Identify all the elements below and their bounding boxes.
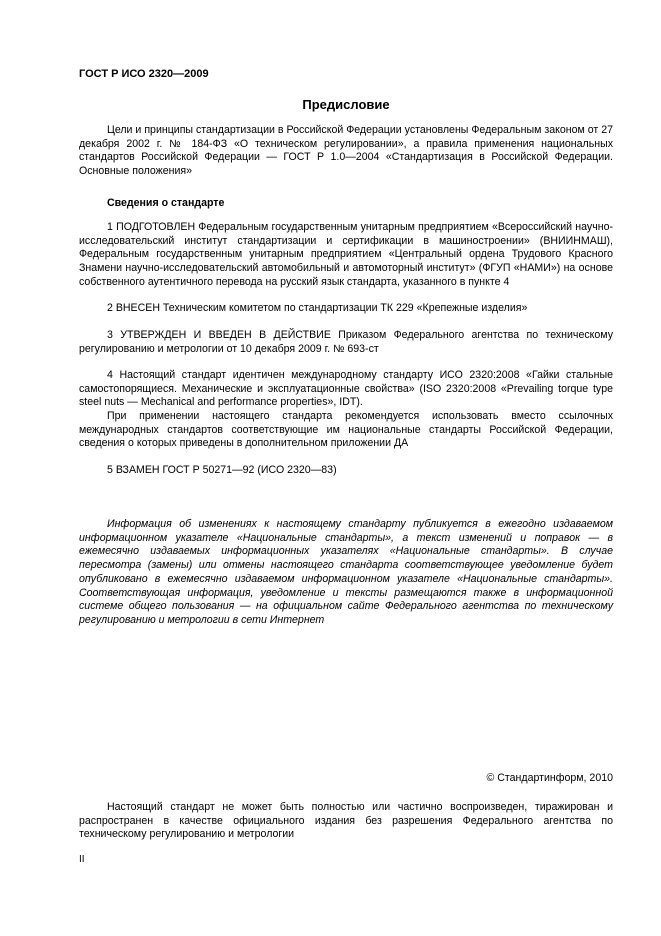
copyright: © Стандартинформ, 2010 (486, 772, 613, 784)
about-item-1: 1 ПОДГОТОВЛЕН Федеральным государственным унитарным предприятием «Всероссийский научно-исследовательский институт стандартизации и сертификации в машиностроении» (ВНИИНМАШ), Федеральным государственным унитарным предприятием «Центральный ордена Трудового Красного Знамени научно-исследовательский автомобильный и автомоторный институт» (ФГУП «НАМИ») на основе собственного аутентичного перевода на русский язык стандарта, указанного в пункте 4 (79, 221, 613, 288)
about-heading: Сведения о стандарте (107, 197, 225, 209)
notice-text: Информация об изменениях к настоящему стандарту публикуется в ежегодно издаваемом информационном указателе «Национальные стандарты», а текст изменений и поправок — в ежемесячно издаваемых информационных указателях «Национальные стандарты». В случае пересмотра (замены) или отмены настоящего стандарта соответствующее уведомление будет опубликовано в ежемесячно издаваемом информационном указателе «Национальные стандарты». Соответствующая информация, уведомление и тексты размещаются также в информационной системе общего пользования — на официальном сайте Федерального агентства по техническому регулированию и метрологии в сети Интернет (79, 518, 613, 626)
about-item-4: 4 Настоящий стандарт идентичен международному стандарту ИСО 2320:2008 «Гайки стальные самостопорящиеся. Механические и эксплуатационные свойства» (ISO 2320:2008 «Prevailing torque type steel nuts — Mechanical and performance properties», IDT). (79, 369, 613, 409)
reproduction-notice: Настоящий стандарт не может быть полностью или частично воспроизведен, тиражирован и распространен в качестве официального издания без разрешения Федерального агентства по техническому регулированию и метрологии (79, 801, 613, 841)
preface-intro: Цели и принципы стандартизации в Российской Федерации установлены Федеральным законом от 27 декабря 2002 г. № 184-ФЗ «О техническом регулировании», а правила применения национальных стандартов Российской Федерации — ГОСТ Р 1.0—2004 «Стандартизация в Российской Федерации. Основные положения» (79, 124, 613, 178)
page-number: II (79, 854, 85, 865)
about-item-2: 2 ВНЕСЕН Техническим комитетом по стандартизации ТК 229 «Крепежные изделия» (107, 302, 528, 314)
document-code: ГОСТ Р ИСО 2320—2009 (79, 68, 209, 80)
about-item-4-note: При применении настоящего стандарта рекомендуется использовать вместо ссылочных международных стандартов соответствующие им национальные стандарты Российской Федерации, сведения о которых приведены в дополнительном приложении ДА (79, 410, 613, 450)
about-item-5: 5 ВЗАМЕН ГОСТ Р 50271—92 (ИСО 2320—83) (107, 464, 337, 476)
preface-title: Предисловие (302, 97, 390, 112)
about-item-3: 3 УТВЕРЖДЕН И ВВЕДЕН В ДЕЙСТВИЕ Приказом Федерального агентства по техническому регулированию и метрологии от 10 декабря 2009 г. № 693-ст (79, 329, 613, 355)
